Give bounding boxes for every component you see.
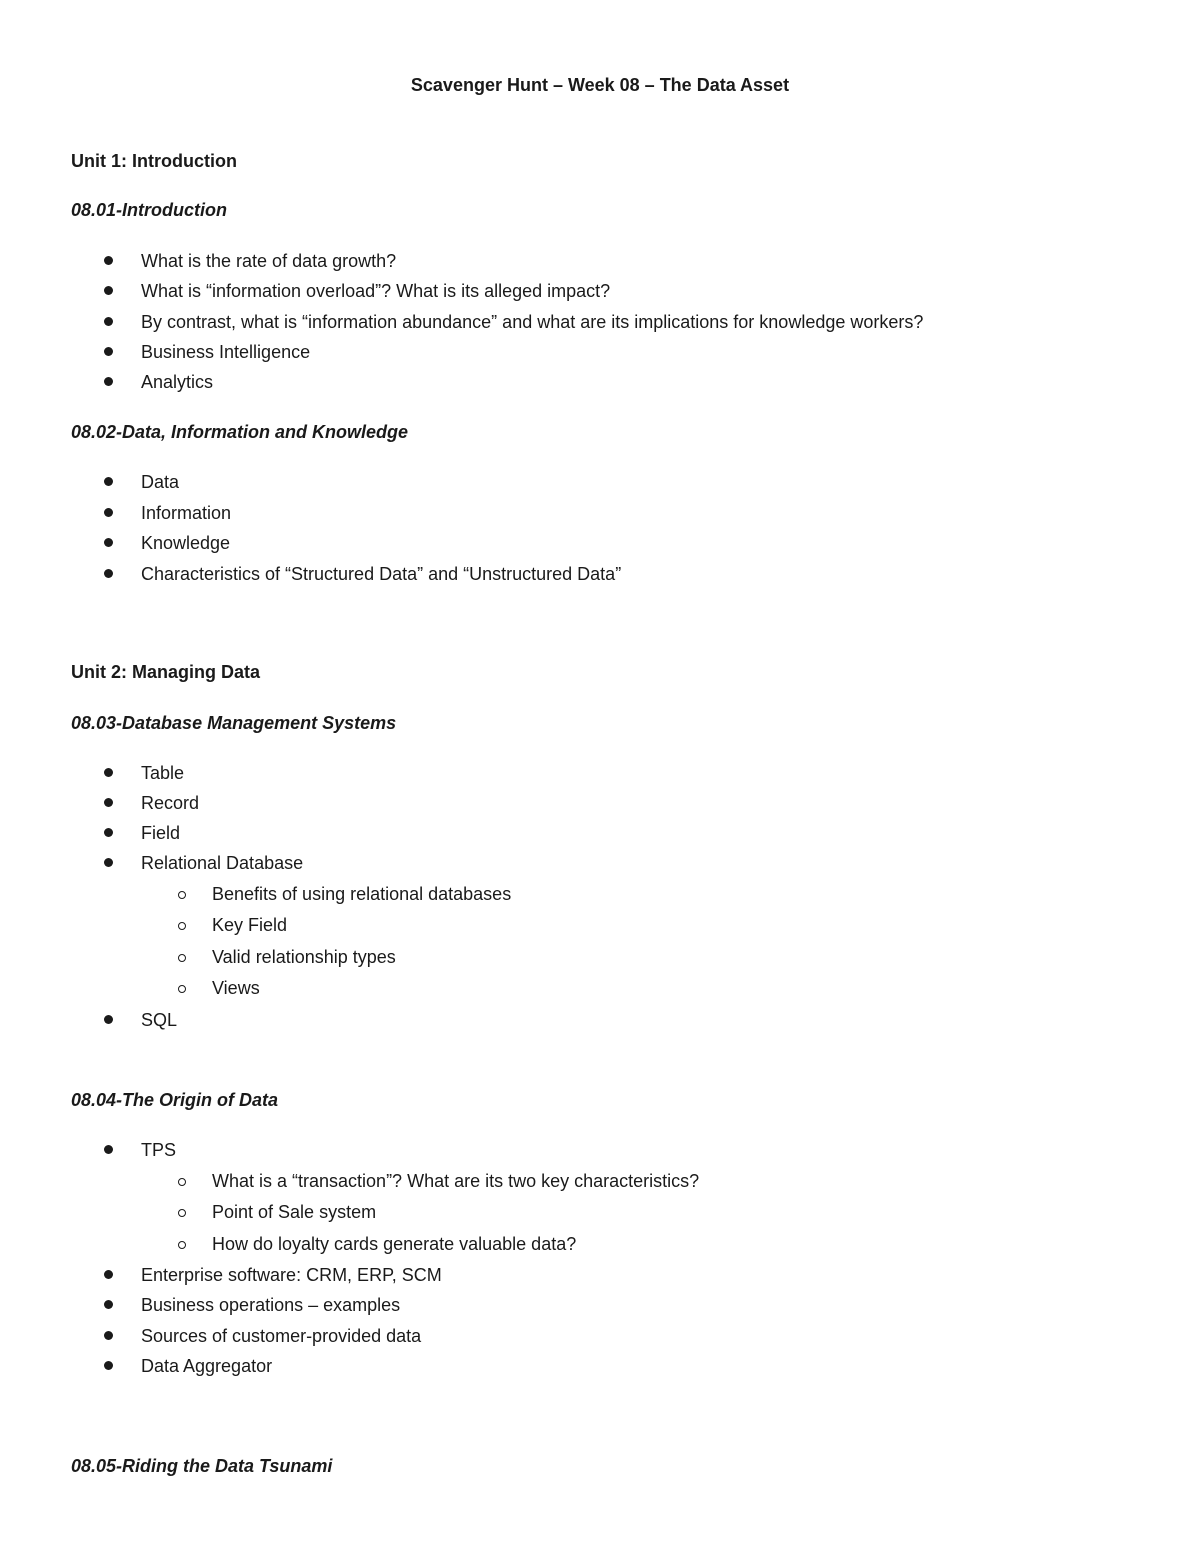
list-item [141, 762, 184, 784]
circle-bullet-icon [178, 1209, 186, 1217]
unit-2-heading: Unit 2: Managing Data [71, 662, 261, 682]
sub-list-item [212, 1233, 576, 1255]
list-item [141, 852, 303, 874]
list-item-text: SQL [141, 1010, 178, 1030]
list-item-text: Point of Sale system [212, 1202, 377, 1222]
list-item-text: Benefits of using relational databases [212, 884, 512, 904]
list-item-text: What is a “transaction”? What are its two key characteristics? [212, 1171, 700, 1191]
bullet-icon [104, 1015, 113, 1024]
list-item-text: Knowledge [141, 533, 231, 553]
bullet-icon [104, 538, 113, 547]
bullet-icon [104, 1145, 113, 1154]
unit-1-heading: Unit 1: Introduction [71, 151, 237, 171]
list-item-text: Analytics [141, 372, 214, 392]
list-item-text: Business Intelligence [141, 342, 311, 362]
list-item [141, 471, 179, 493]
section-0802-heading: 08.02-Data, Information and Knowledge [71, 422, 409, 442]
list-item-text: Relational Database [141, 853, 304, 873]
circle-bullet-icon [178, 922, 186, 930]
list-item [141, 792, 199, 814]
list-item-text: What is “information overload”? What is its alleged impact? [141, 281, 611, 301]
bullet-icon [104, 798, 113, 807]
list-item [141, 1355, 272, 1377]
section-0801-heading: 08.01-Introduction [71, 200, 228, 220]
bullet-icon [104, 569, 113, 578]
sub-list-item [212, 1201, 376, 1223]
section-0803-heading: 08.03-Database Management Systems [71, 713, 397, 733]
list-item [141, 502, 231, 524]
sub-list-item [212, 914, 287, 936]
list-item-text: How do loyalty cards generate valuable data? [212, 1234, 577, 1254]
bullet-icon [104, 768, 113, 777]
list-item [141, 280, 610, 302]
bullet-icon [104, 1270, 113, 1279]
bullet-icon [104, 1300, 113, 1309]
circle-bullet-icon [178, 1241, 186, 1249]
bullet-icon [104, 828, 113, 837]
list-item-text: Characteristics of “Structured Data” and “Unstructured Data” [141, 564, 622, 584]
list-item-text: Information [141, 503, 232, 523]
list-item-text: Data [141, 472, 180, 492]
list-item [141, 1294, 400, 1316]
bullet-icon [104, 256, 113, 265]
circle-bullet-icon [178, 985, 186, 993]
bullet-icon [104, 508, 113, 517]
sub-list-item [212, 977, 260, 999]
bullet-icon [104, 377, 113, 386]
list-item-text: By contrast, what is “information abundance” and what are its implications for knowledge workers? [141, 312, 924, 332]
list-item-text: Views [212, 978, 260, 998]
bullet-icon [104, 1331, 113, 1340]
list-item-text: Sources of customer-provided data [141, 1326, 422, 1346]
sub-list-item [212, 1170, 699, 1192]
list-item-text: Valid relationship types [212, 947, 396, 967]
list-item [141, 250, 396, 272]
list-item [141, 822, 180, 844]
list-item-text: Table [141, 763, 185, 783]
list-item-text: Record [141, 793, 200, 813]
bullet-icon [104, 286, 113, 295]
list-item [141, 1139, 176, 1161]
document-title: Scavenger Hunt – Week 08 – The Data Asset [410, 75, 790, 95]
list-item [141, 563, 621, 585]
bullet-icon [104, 858, 113, 867]
list-item-text: Data Aggregator [141, 1356, 273, 1376]
list-item [141, 532, 230, 554]
list-item-text: What is the rate of data growth? [141, 251, 397, 271]
circle-bullet-icon [178, 954, 186, 962]
list-item [141, 371, 213, 393]
list-item [141, 1325, 421, 1347]
list-item [141, 1009, 177, 1031]
section-0805-heading: 08.05-Riding the Data Tsunami [71, 1456, 333, 1476]
list-item-text: Field [141, 823, 181, 843]
sub-list-item [212, 883, 511, 905]
sub-list-item [212, 946, 396, 968]
bullet-icon [104, 1361, 113, 1370]
list-item [141, 1264, 442, 1286]
circle-bullet-icon [178, 1178, 186, 1186]
list-item [141, 341, 310, 363]
list-item [141, 311, 923, 333]
list-item-text: Key Field [212, 915, 288, 935]
bullet-icon [104, 317, 113, 326]
list-item-text: TPS [141, 1140, 177, 1160]
list-item-text: Enterprise software: CRM, ERP, SCM [141, 1265, 442, 1285]
bullet-icon [104, 477, 113, 486]
circle-bullet-icon [178, 891, 186, 899]
bullet-icon [104, 347, 113, 356]
section-0804-heading: 08.04-The Origin of Data [71, 1090, 279, 1110]
list-item-text: Business operations – examples [141, 1295, 401, 1315]
